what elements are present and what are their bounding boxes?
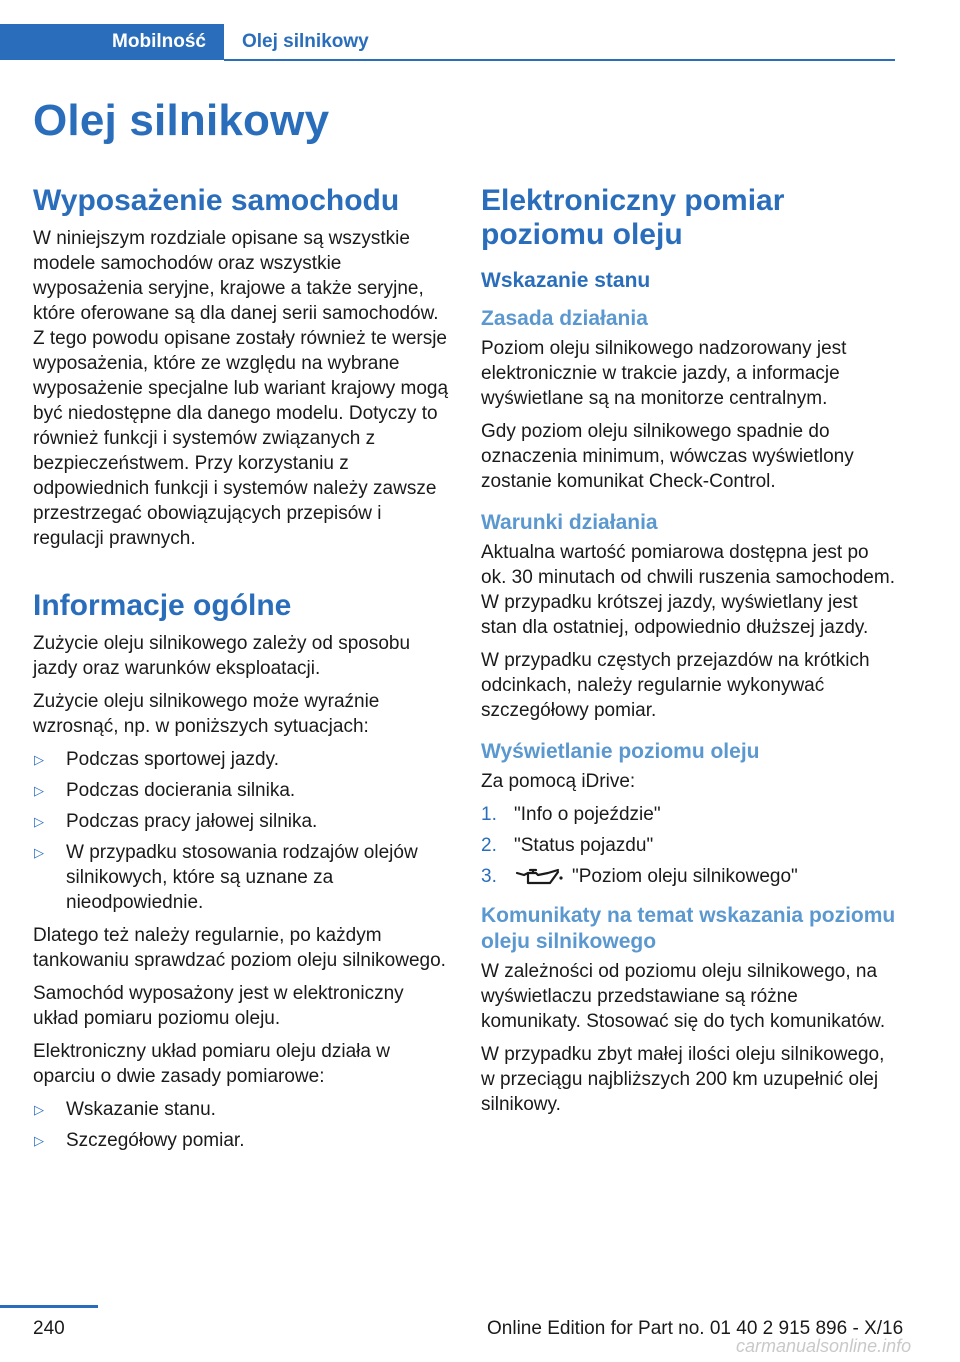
- paragraph: Za pomocą iDrive:: [481, 771, 636, 792]
- paragraph: Gdy poziom oleju silnikowego spadnie do oznaczenia minimum, wówczas wyświetlony zostanie komunikat Check-Control.: [481, 421, 854, 492]
- list-item: ▷ Wskazanie stanu.: [34, 1099, 216, 1120]
- paragraph: Dlatego też należy regularnie, po każdym tankowaniu sprawdzać poziom oleju silnikowego.: [33, 925, 446, 971]
- footer-divider: [0, 1305, 98, 1308]
- subheading-wskazanie-stanu: Wskazanie stanu: [481, 269, 651, 292]
- paragraph: Elektroniczny układ pomiaru oleju działa w oparciu o dwie zasady pomiarowe:: [33, 1041, 390, 1087]
- section-heading-wyposazenie: Wyposażenie samochodu: [33, 184, 400, 217]
- situations-list: [33, 747, 451, 915]
- subheading-wyswietlanie: Wyświetlanie poziomu oleju: [481, 740, 760, 763]
- list-item: 3. "Poziom oleju silnikowego": [481, 866, 798, 887]
- list-item: ▷ Podczas pracy jałowej silnika.: [34, 811, 318, 832]
- list-item: 2. "Status pojazdu": [481, 835, 654, 856]
- page-title: Olej silnikowy: [33, 96, 330, 145]
- paragraph: W niniejszym rozdziale opisane są wszystkie modele samochodów oraz wszystkie wyposażenia seryjne, krajowe a także seryjne, które oferowane są dla danej serii samochodów. Z tego powodu opisane zostały również te wersje wyposażenia, które ze względu na wybrane wyposażenie specjalne lub wariant krajowy mogą być niedostępne dla danego modelu. Dotyczy to również funkcji i systemów związanych z bezpieczeństwem. Przy korzystaniu z odpowiednich funkcji i systemów należy zawsze przestrzegać obowiązujących przepisów i regulacji prawnych.: [33, 228, 449, 549]
- triangle-bullet-icon: ▷: [34, 845, 44, 860]
- list-item: ▷ W przypadku stosowania rodzajów olejów silnikowych, które są uznane za nieodpowiednie.: [34, 842, 418, 913]
- principles-list: [33, 1097, 451, 1153]
- paragraph: Zużycie oleju silnikowego zależy od sposobu jazdy oraz warunków eksploatacji.: [33, 633, 411, 679]
- list-item: ▷ Podczas docierania silnika.: [34, 780, 296, 801]
- subheading-komunikaty: Komunikaty na temat wskazania poziomu oleju silnikowego: [481, 904, 896, 953]
- triangle-bullet-icon: ▷: [34, 783, 44, 798]
- subheading-zasada: Zasada działania: [481, 307, 648, 330]
- left-column: [33, 184, 451, 1161]
- paragraph: W przypadku częstych przejazdów na krótkich odcinkach, należy regularnie wykonywać szczegółowy pomiar.: [481, 650, 870, 721]
- right-column: [481, 184, 897, 1125]
- list-item: 1. "Info o pojeździe": [481, 804, 661, 825]
- list-item: ▷ Szczegółowy pomiar.: [34, 1130, 245, 1151]
- paragraph: Aktualna wartość pomiarowa dostępna jest po ok. 30 minutach od chwili ruszenia samochodem. W przypadku krótszej jazdy, wyświetlany jest stan dla ostatniej, odpowiednio dłuższej jazdy.: [481, 542, 895, 638]
- section-heading-pomiar: Elektroniczny pomiar poziomu oleju: [481, 184, 785, 251]
- paragraph: Samochód wyposażony jest w elektroniczny układ pomiaru poziomu oleju.: [33, 983, 404, 1029]
- section-heading-informacje: Informacje ogólne: [33, 589, 292, 622]
- idrive-steps: [481, 802, 897, 889]
- triangle-bullet-icon: ▷: [34, 1133, 44, 1148]
- paragraph: W przypadku zbyt małej ilości oleju silnikowego, w przeciągu najbliższych 200 km uzupełnić olej silnikowy.: [481, 1044, 885, 1115]
- tab-olej-silnikowy[interactable]: Olej silnikowy: [242, 31, 369, 52]
- tab-mobilnosc[interactable]: Mobilność: [0, 24, 224, 60]
- header-divider: [224, 59, 895, 61]
- triangle-bullet-icon: ▷: [34, 1102, 44, 1117]
- page-number: 240: [33, 1318, 65, 1339]
- triangle-bullet-icon: ▷: [34, 814, 44, 829]
- subheading-warunki: Warunki działania: [481, 511, 658, 534]
- watermark: carmanualsonline.info: [736, 1336, 912, 1356]
- paragraph: Zużycie oleju silnikowego może wyraźnie wzrosnąć, np. w poniższych sytuacjach:: [33, 691, 380, 737]
- list-item: ▷ Podczas sportowej jazdy.: [34, 749, 279, 770]
- paragraph: Poziom oleju silnikowego nadzorowany jest elektronicznie w trakcie jazdy, a informacje wyświetlane są na monitorze centralnym.: [481, 338, 847, 409]
- paragraph: W zależności od poziomu oleju silnikowego, na wyświetlaczu przedstawiane są różne komunikaty. Stosować się do tych komunikatów.: [481, 961, 886, 1032]
- triangle-bullet-icon: ▷: [34, 752, 44, 767]
- oil-can-icon: [514, 866, 564, 888]
- header-bar: [0, 24, 895, 62]
- footer-edition: Online Edition for Part no. 01 40 2 915 896 - X/16: [487, 1318, 904, 1339]
